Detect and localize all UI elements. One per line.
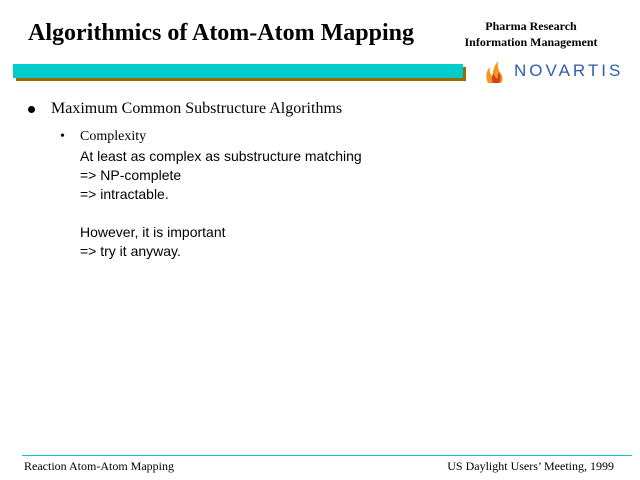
footer-divider bbox=[22, 455, 632, 456]
body-line: However, it is important bbox=[80, 224, 226, 240]
blank-line bbox=[80, 204, 362, 223]
body-line: At least as complex as substructure matching bbox=[80, 148, 362, 164]
org-block bbox=[456, 18, 606, 50]
title-accent-bar bbox=[13, 64, 463, 78]
complexity-lines bbox=[80, 147, 362, 261]
bullet-1-text: Maximum Common Substructure Algorithms bbox=[51, 100, 343, 117]
body-line: => try it anyway. bbox=[80, 243, 181, 259]
org-line-1: Pharma Research bbox=[485, 19, 577, 33]
bullet-level-2 bbox=[60, 128, 362, 261]
logo-wordmark: NOVARTIS bbox=[514, 61, 624, 80]
novartis-logo bbox=[484, 57, 623, 85]
body-line: => intractable. bbox=[80, 186, 169, 202]
org-line-2: Information Management bbox=[464, 35, 598, 49]
sub-bullet-dot-icon: • bbox=[60, 129, 65, 144]
bullet-level-1 bbox=[28, 100, 342, 118]
slide-title: Algorithmics of Atom-Atom Mapping bbox=[28, 20, 414, 46]
sub-bullet-content bbox=[80, 128, 362, 261]
footer-left-text: Reaction Atom-Atom Mapping bbox=[24, 459, 174, 473]
body-line: => NP-complete bbox=[80, 167, 182, 183]
footer-right-text: US Daylight Users’ Meeting, 1999 bbox=[447, 459, 614, 473]
novartis-flame-icon bbox=[484, 57, 506, 85]
bullet-dot-icon bbox=[28, 106, 35, 113]
sub-bullet-label: Complexity bbox=[80, 129, 147, 144]
